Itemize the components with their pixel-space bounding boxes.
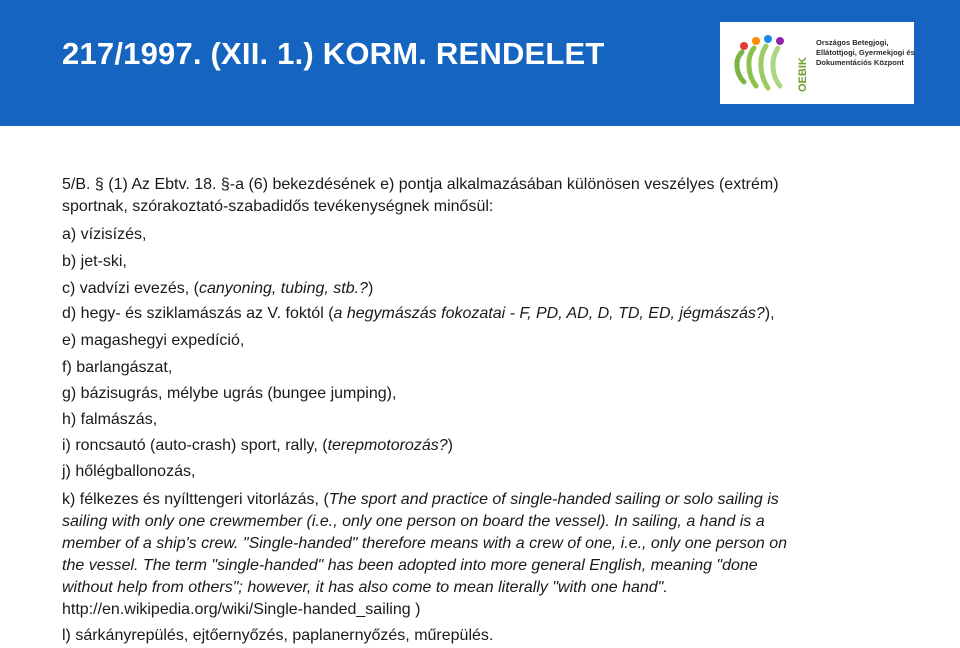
item-k-italic-line-2: sailing with only one crewmember (i.e., only one person on board the vessel). In sailing, a hand is a bbox=[62, 513, 765, 530]
list-item-g: g) bázisugrás, mélybe ugrás (bungee jumping), bbox=[62, 385, 397, 402]
list-item-e: e) magashegyi expedíció, bbox=[62, 332, 245, 349]
item-d-text: d) hegy- és sziklamászás az V. foktól ( bbox=[62, 305, 334, 322]
item-c-text: c) vadvízi evezés, ( bbox=[62, 280, 199, 297]
list-item-k bbox=[62, 491, 779, 509]
list-item-i bbox=[62, 437, 453, 455]
list-item-d bbox=[62, 305, 775, 323]
list-item-h: h) falmászás, bbox=[62, 411, 158, 428]
intro-line-2: sportnak, szórakoztató-szabadidős tevékenységnek minősül: bbox=[62, 198, 494, 215]
logo-caption-line: Dokumentációs Központ bbox=[816, 58, 904, 67]
list-item-a: a) vízisízés, bbox=[62, 226, 147, 243]
item-k-text: k) félkezes és nyílttengeri vitorlázás, ( bbox=[62, 491, 329, 508]
item-i-italic: terepmotorozás? bbox=[327, 437, 448, 454]
title-bar bbox=[0, 0, 960, 126]
logo-caption-line: Ellátottjogi, Gyermekjogi és bbox=[816, 48, 915, 57]
logo-vertical-text: OEBIK bbox=[797, 57, 809, 92]
item-i-text: i) roncsautó (auto-crash) sport, rally, ( bbox=[62, 437, 328, 454]
item-d-italic: a hegymászás fokozatai - F, PD, AD, D, TD, ED, jégmászás? bbox=[333, 305, 765, 322]
page-title: 217/1997. (XII. 1.) KORM. RENDELET bbox=[62, 36, 605, 71]
item-d-suffix: ), bbox=[764, 305, 775, 322]
item-k-italic: The sport and practice of single-handed sailing or solo sailing is bbox=[328, 491, 779, 508]
list-item-j: j) hőlégballonozás, bbox=[62, 463, 196, 480]
wikipedia-url: http://en.wikipedia.org/wiki/Single-handed_sailing ) bbox=[62, 601, 421, 618]
list-item-b: b) jet-ski, bbox=[62, 253, 127, 270]
logo-caption bbox=[816, 38, 915, 68]
item-c-italic: canyoning, tubing, stb.? bbox=[198, 280, 368, 297]
item-c-suffix: ) bbox=[367, 280, 374, 297]
intro-line-1: 5/B. § (1) Az Ebtv. 18. §-a (6) bekezdésének e) pontja alkalmazásában különösen veszélyes (extrém) bbox=[62, 176, 779, 193]
list-item-c bbox=[62, 280, 373, 298]
logo-caption-line: Országos Betegjogi, bbox=[816, 38, 889, 47]
oebik-logo-icon bbox=[720, 22, 816, 104]
list-item-l: l) sárkányrepülés, ejtőernyőzés, paplanernyőzés, műrepülés. bbox=[62, 627, 494, 644]
list-item-f: f) barlangászat, bbox=[62, 359, 173, 376]
item-k-italic-line-3: member of a ship's crew. "Single-handed" therefore means with a crew of one, i.e., only one person on bbox=[62, 535, 788, 552]
item-i-suffix: ) bbox=[447, 437, 453, 454]
item-k-italic-line-5: without help from others"; however, it has also come to mean literally "with one hand". bbox=[62, 579, 668, 596]
oebik-logo bbox=[720, 22, 914, 104]
item-k-italic-line-4: the vessel. The term "single-handed" has been adopted into more general English, meaning "done bbox=[62, 557, 758, 574]
